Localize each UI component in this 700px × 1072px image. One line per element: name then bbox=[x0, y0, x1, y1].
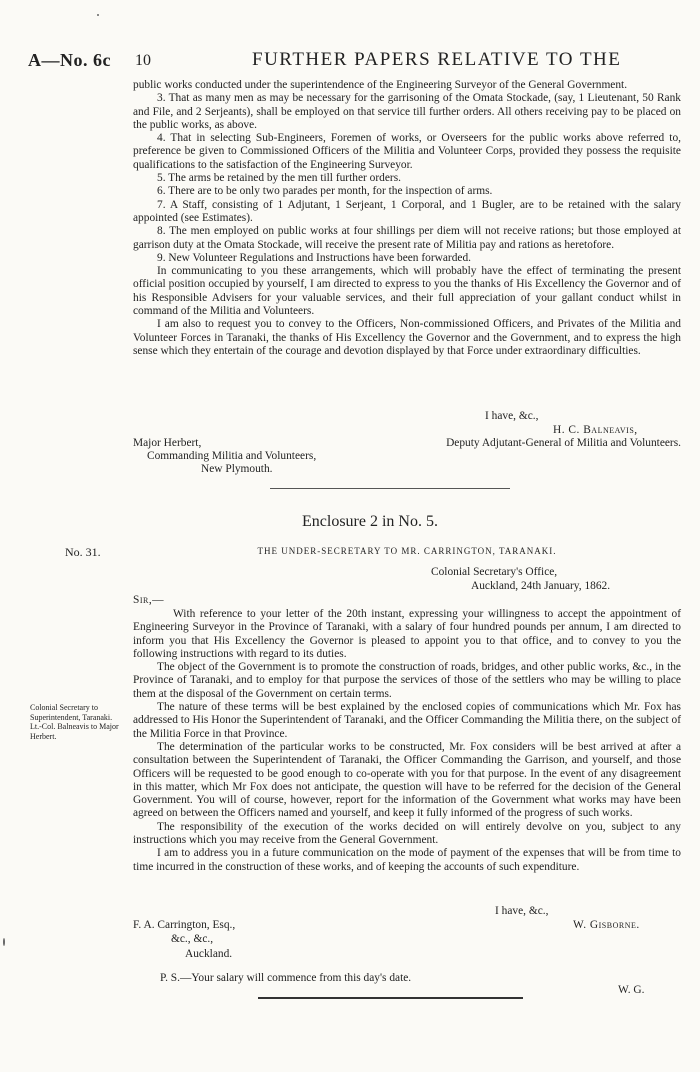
speck bbox=[97, 14, 99, 16]
signer: W. Gisborne. bbox=[573, 919, 640, 931]
paragraph: 7. A Staff, consisting of 1 Adjutant, 1 Serjeant, 1 Corporal, and 1 Bugler, are to be retained with the salary appointed (see Estimates). bbox=[133, 198, 681, 224]
paragraph: The responsibility of the execution of the works decided on will entirely devolve on you, subject to any instructions which you may receive from the General Government. bbox=[133, 820, 681, 847]
running-title: FURTHER PAPERS RELATIVE TO THE bbox=[252, 49, 622, 70]
page-number: 10 bbox=[135, 52, 151, 69]
closing-divider bbox=[258, 997, 523, 999]
margin-note bbox=[30, 703, 122, 741]
signer: H. C. Balneavis, bbox=[553, 424, 638, 436]
paragraph: The nature of these terms will be best explained by the enclosed copies of communications which Mr. Fox has addressed to His Honor the Superintendent of Taranaki, and the Officer Commanding the Militia there, on the subject of the Militia Force in that Province. bbox=[133, 701, 681, 740]
salutation: Sir,— bbox=[133, 594, 165, 606]
paragraph: In communicating to you these arrangements, which will probably have the effect of terminating the present official position occupied by yourself, I am directed to express to you the thanks of His Excellency the Governor and of his Responsible Advisers for your valuable services, and their full appreciation of your gallant conduct whilst in command of the Militia and Volunteers. bbox=[133, 265, 681, 318]
paragraph: 9. New Volunteer Regulations and Instructions have been forwarded. bbox=[157, 251, 472, 264]
despatch-number: No. 31. bbox=[65, 545, 101, 559]
postscript: P. S.—Your salary will commence from this day's date. bbox=[160, 972, 412, 984]
enclosure-body bbox=[133, 608, 681, 874]
office: Colonial Secretary's Office, bbox=[431, 566, 558, 578]
paragraph: The determination of the particular works to be constructed, Mr. Fox considers will be best arrived at after a consultation between the Superintendent of Taranaki, the Officer Commanding the Garrison, and yourself, and those Officers will be requested to be good enough to co-operate with you for that purpose. In the event of any disagreement in this matter, which Mr Fox does not anticipate, the question will have to be referred for the decision of the General Government. You will of course, however, report for the information of the Government what works may have been agreed on between the Officers named and yourself, and keep it fully informed of the progress of such works. bbox=[133, 740, 681, 820]
signer-title: Deputy Adjutant-General of Militia and Volunteers. bbox=[446, 437, 681, 449]
paragraph: 8. The men employed on public works at four shillings per diem will not receive rations; but those employed at garrison duty at the Omata Stockade, will receive the present rate of Militia pay and rations as heretofore. bbox=[133, 225, 681, 251]
margin-note-line: Colonial Secretary to Superintendent, Taranaki. bbox=[30, 703, 113, 722]
enclosure-title: Enclosure 2 in No. 5. bbox=[302, 513, 438, 530]
enclosure-subheading: THE UNDER-SECRETARY TO MR. CARRINGTON, TARANAKI. bbox=[257, 546, 557, 556]
addressee-line: New Plymouth. bbox=[201, 463, 273, 475]
postscript-initials: W. G. bbox=[618, 984, 645, 996]
addressee-line: F. A. Carrington, Esq., bbox=[133, 919, 236, 931]
letter1-body bbox=[133, 79, 681, 358]
paragraph: 4. That in selecting Sub-Engineers, Foremen of works, or Overseers for the public works above referred to, preference be given to Commissioned Officers of the Militia and Volunteer Corps, provided they possess the requisite qualifications to the satisfaction of the Engineering Surveyor. bbox=[133, 132, 681, 171]
paragraph: The object of the Government is to promote the construction of roads, bridges, and other public works, &c., in the Province of Taranaki, and to employ for that purpose the services of those of the settlers who may be willing to place them at the disposal of the Government on certain terms. bbox=[133, 661, 681, 700]
edge-mark bbox=[3, 938, 5, 946]
paragraph: 5. The arms be retained by the men till further orders. bbox=[157, 172, 401, 185]
closing: I have, &c., bbox=[485, 410, 539, 422]
date: Auckland, 24th January, 1862. bbox=[471, 580, 611, 592]
addressee-line: Commanding Militia and Volunteers, bbox=[147, 450, 317, 462]
divider bbox=[270, 488, 510, 489]
paragraph: With reference to your letter of the 20th instant, expressing your willingness to accept the appointment of Engineering Surveyor in the Province of Taranaki, with a salary of four hundred pounds per annum, I am directed to inform you that His Excellency the Governor is pleased to appoint you to that office, and to convey to you the following instructions with regard to its duties. bbox=[133, 608, 681, 660]
paragraph: 6. There are to be only two parades per month, for the inspection of arms. bbox=[157, 185, 493, 198]
paragraph: I am to address you in a future communication on the mode of payment of the expenses that will be from time to time incurred in the construction of these works, and of keeping the accounts of such expenditure. bbox=[133, 847, 681, 873]
closing: I have, &c., bbox=[495, 905, 549, 917]
addressee-line: Auckland. bbox=[185, 948, 233, 960]
paragraph: public works conducted under the superintendence of the Engineering Surveyor of the General Government. bbox=[133, 79, 628, 91]
addressee-line: Major Herbert, bbox=[133, 437, 202, 449]
paragraph: I am also to request you to convey to the Officers, Non-commissioned Officers, and Privates of the Militia and Volunteer Forces in Taranaki, the thanks of His Excellency the Governor and the Government, and to express the high sense which they entertain of the courage and devotion displayed by that Force under extraordinary difficulties. bbox=[133, 318, 681, 357]
document-code: A—No. 6c bbox=[28, 50, 111, 70]
margin-note-line: Lt.-Col. Balneavis to Major Herbert. bbox=[30, 722, 119, 741]
paragraph: 3. That as many men as may be necessary for the garrisoning of the Omata Stockade, (say, 1 Lieutenant, 50 Rank and File, and 2 Serjeants), shall be employed on that service till further orders. All others receiving pay to be placed on the public works, as above. bbox=[133, 92, 681, 131]
addressee-line: &c., &c., bbox=[171, 933, 214, 945]
